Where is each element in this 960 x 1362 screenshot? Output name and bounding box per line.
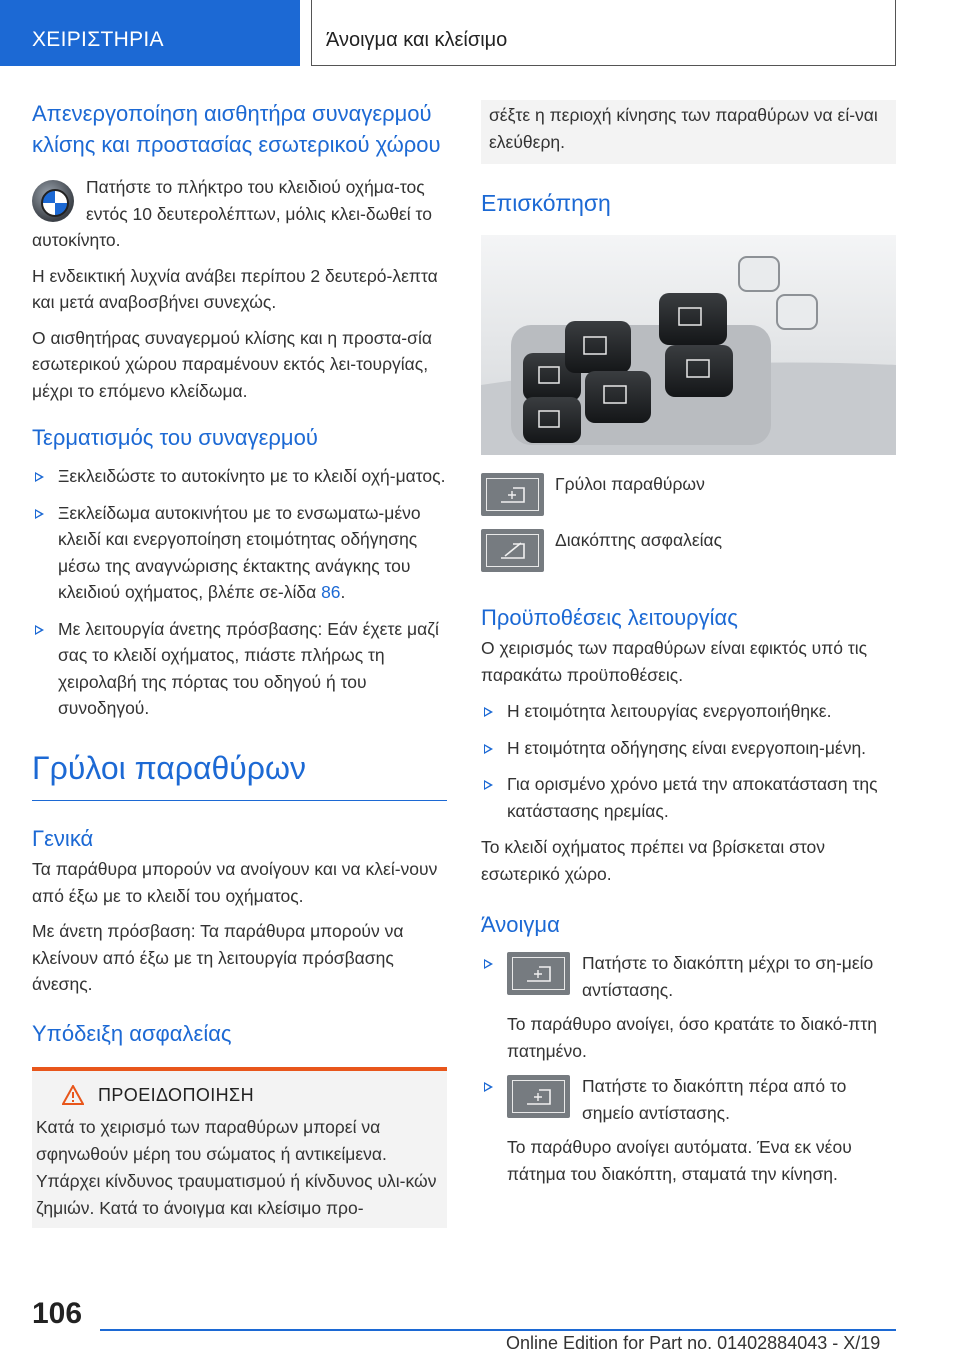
bmw-key-icon — [32, 180, 74, 222]
opening-steps — [481, 950, 896, 1187]
section-title: ΧΕΙΡΙΣΤΗΡΙΑ — [32, 28, 164, 51]
triangle-bullet-icon — [484, 1082, 493, 1092]
list-item — [32, 463, 447, 490]
page-number: 106 — [32, 1297, 83, 1330]
chapter-header — [311, 0, 896, 66]
heading-divider — [32, 800, 447, 802]
list-item — [481, 735, 896, 762]
triangle-bullet-icon — [484, 959, 493, 969]
triangle-bullet-icon — [484, 780, 493, 790]
triangle-bullet-icon — [35, 472, 44, 482]
window-switch-illustration — [481, 235, 896, 455]
warning-header — [32, 1085, 447, 1106]
legend-window-lifts-text: Γρύλοι παραθύρων — [555, 474, 705, 494]
warning-continuation-box — [481, 100, 896, 164]
heading-safety: Υπόδειξη ασφαλείας — [32, 1020, 232, 1046]
legend-safety-switch — [481, 529, 896, 572]
warning-box — [32, 1067, 447, 1228]
warning-triangle-icon — [62, 1085, 84, 1105]
safety-lock-icon — [481, 529, 544, 572]
warning-continuation-text: σέξτε η περιοχή κίνησης των παραθύρων να εί-ναι ελεύθερη. — [489, 105, 878, 152]
paragraph-indicator: Η ενδεικτική λυχνία ανάβει περίπου 2 δευτερό-λεπτα και μετά αναβοσβήνει συνεχώς. — [32, 265, 438, 312]
triangle-bullet-icon — [35, 509, 44, 519]
safety-switch-icon — [481, 529, 544, 572]
list-item — [32, 500, 447, 606]
list-item-text: Για ορισμένο χρόνο μετά την αποκατάσταση της κατάστασης ηρεμίας. — [507, 774, 878, 821]
step-result: Το παράθυρο ανοίγει, όσο κρατάτε το διακό-πτη πατημένο. — [507, 1014, 878, 1061]
page-86-link[interactable]: 86 — [321, 582, 341, 602]
paragraph-key-press — [32, 174, 447, 254]
heading-deactivate-sensor: Απενεργοποίηση αισθητήρα συναγερμού κλίσης και προστασίας εσωτερικού χώρου — [32, 101, 441, 157]
paragraph-key-inside: Το κλειδί οχήματος πρέπει να βρίσκεται στον εσωτερικό χώρο. — [481, 837, 826, 884]
footer-divider — [100, 1329, 896, 1331]
list-item-text: Ξεκλείδωμα αυτοκινήτου με το ενσωματω-μένο κλειδί και ενεργοποίηση ετοιμότητας οδήγησης μέσω της αναγνώρισης έκτακτης ανάγκης του κλειδιού οχήματος, βλέπε σε-λίδα — [58, 502, 421, 602]
warning-text: Κατά το χειρισμό των παραθύρων μπορεί να σφηνωθούν μέρη του σώματος ή αντικείμενα. Υπάρχει κίνδυνος τραυματισμού ή κίνδυνος υλι-κών ζημιών. Κατά το άνοιγμα και κλείσιμο προ- — [36, 1116, 437, 1218]
list-item — [481, 950, 896, 1064]
window-arrow-icon — [507, 1075, 570, 1118]
paragraph-general-1: Τα παράθυρα μπορούν να ανοίγουν και να κλεί-νουν από έξω με το κλειδί του οχήματος. — [32, 859, 438, 906]
window-switch-photo — [481, 235, 896, 455]
paragraph-general-2: Με άνετη πρόσβαση: Τα παράθυρα μπορούν να κλείνουν από έξω με τη λειτουργία πρόσβασης άνεσης. — [32, 921, 404, 994]
step-text: Πατήστε το διακόπτη πέρα από το σημείο αντίστασης. — [582, 1076, 847, 1123]
list-item — [481, 698, 896, 725]
legend-window-lifts — [481, 473, 896, 516]
alarm-end-list — [32, 463, 447, 722]
chapter-title: Άνοιγμα και κλείσιμο — [326, 29, 508, 51]
prerequisites-list — [481, 698, 896, 824]
window-switch-icon — [507, 1075, 570, 1118]
paragraph-sensor-off: Ο αισθητήρας συναγερμού κλίσης και η προστα-σία εσωτερικού χώρου παραμένουν εκτός λει-τουργίας, μέχρι το επόμενο κλείδωμα. — [32, 327, 432, 401]
triangle-bullet-icon — [484, 707, 493, 717]
step-row — [507, 1073, 896, 1126]
step-result: Το παράθυρο ανοίγει αυτόματα. Ένα εκ νέου πάτημα του διακόπτη, σταματά την κίνηση. — [507, 1137, 852, 1184]
footer-edition-text: Online Edition for Part no. 01402884043 - X/19 — [506, 1333, 881, 1353]
step-text: Πατήστε το διακόπτη μέχρι το ση-μείο αντίστασης. — [582, 953, 874, 1000]
paragraph-key-press-text: Πατήστε το πλήκτρο του κλειδιού οχήμα-τος εντός 10 δευτερολέπτων, μόλις κλει-δωθεί το αυτοκίνητο. — [32, 177, 432, 250]
left-column — [32, 98, 447, 1228]
triangle-bullet-icon — [35, 625, 44, 635]
warning-title: ΠΡΟΕΙΔΟΠΟΙΗΣΗ — [98, 1084, 254, 1105]
list-item-text: Η ετοιμότητα λειτουργίας ενεργοποιήθηκε. — [507, 701, 832, 721]
window-switch-icon — [481, 473, 544, 516]
triangle-bullet-icon — [484, 744, 493, 754]
footer-edition — [506, 1333, 880, 1354]
list-item-text: Η ετοιμότητα οδήγησης είναι ενεργοποιη-μένη. — [507, 737, 867, 758]
legend-safety-switch-text: Διακόπτης ασφαλείας — [555, 530, 723, 550]
heading-general: Γενικά — [32, 826, 94, 851]
section-tab — [0, 0, 300, 66]
step-row — [507, 950, 896, 1003]
list-item — [481, 1073, 896, 1187]
window-arrow-icon — [507, 952, 570, 995]
heading-window-lifts: Γρύλοι παραθύρων — [32, 749, 306, 786]
list-item-text: Ξεκλειδώστε το αυτοκίνητο με το κλειδί οχή-ματος. — [58, 466, 446, 486]
list-item — [481, 771, 896, 824]
window-arrow-icon — [481, 473, 544, 516]
paragraph-prerequisites: Ο χειρισμός των παραθύρων είναι εφικτός υπό τις παρακάτω προϋποθέσεις. — [481, 638, 868, 685]
heading-opening: Άνοιγμα — [481, 912, 560, 937]
heading-prerequisites: Προϋποθέσεις λειτουργίας — [481, 605, 738, 630]
list-item-end: . — [340, 582, 346, 602]
list-item-text: Με λειτουργία άνετης πρόσβασης: Εάν έχετε μαζί σας το κλειδί οχήματος, πιάστε πλήρως τη χειρολαβή της πόρτας του οδηγού ή του συνοδηγού. — [58, 618, 439, 718]
list-item — [32, 616, 447, 722]
window-switch-icon — [507, 952, 570, 995]
right-column — [481, 100, 896, 1197]
heading-overview: Επισκόπηση — [481, 190, 611, 216]
heading-alarm-end: Τερματισμός του συναγερμού — [32, 425, 318, 450]
